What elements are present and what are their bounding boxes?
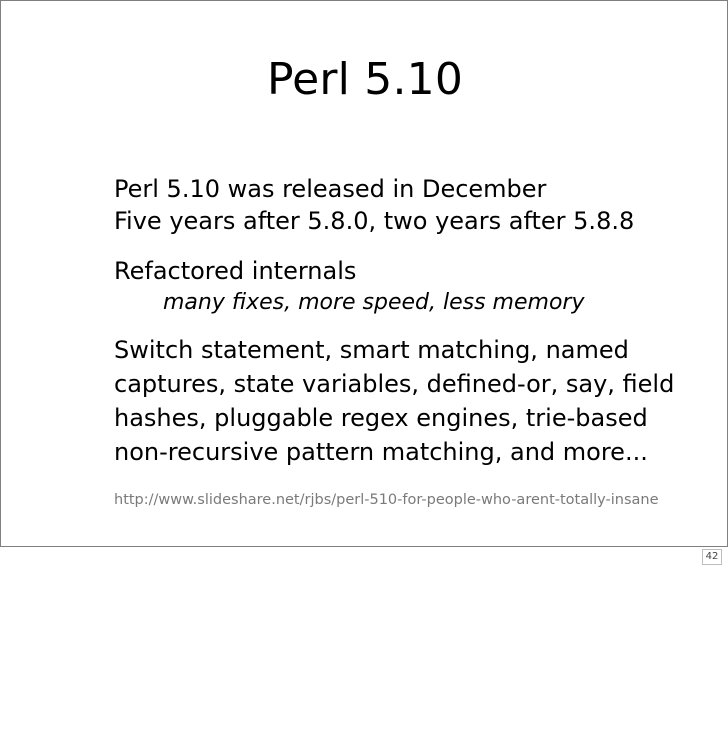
- features-paragraph: [114, 333, 674, 469]
- internals-line: Refactored internals: [114, 257, 357, 285]
- features-line-2: captures, state variables, defined-or, say, field: [114, 370, 675, 398]
- features-line-1: Switch statement, smart matching, named: [114, 336, 629, 364]
- timeline-line: Five years after 5.8.0, two years after 5.8.8: [114, 207, 635, 235]
- internals-subline: many fixes, more speed, less memory: [163, 290, 585, 315]
- slide-title: Perl 5.10: [266, 54, 464, 105]
- features-line-3: hashes, pluggable regex engines, trie-based: [114, 404, 648, 432]
- features-line-4: non-recursive pattern matching, and more...: [114, 438, 648, 466]
- slide-number: 42: [702, 549, 722, 565]
- release-line: Perl 5.10 was released in December: [114, 175, 547, 203]
- source-link[interactable]: http://www.slideshare.net/rjbs/perl-510-for-people-who-arent-totally-insane: [114, 492, 659, 508]
